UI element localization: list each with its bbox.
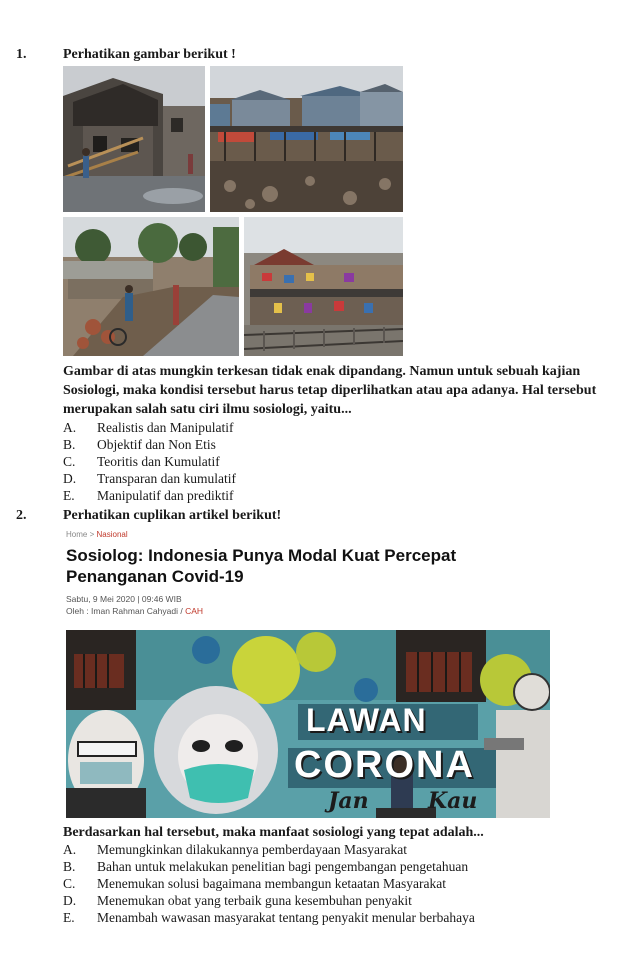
mural-text-corona: CORONA xyxy=(294,744,475,786)
option-e-text[interactable]: Menambah wawasan masyarakat tentang penyakit menular berbahaya xyxy=(97,910,475,925)
breadcrumb-section[interactable]: Nasional xyxy=(96,530,128,539)
option-e-letter: E. xyxy=(63,910,75,925)
stilt-houses-photo xyxy=(210,66,403,212)
option-b-text[interactable]: Bahan untuk melakukan penelitian bagi pengembangan pengetahuan xyxy=(97,859,469,874)
paragraph-line: Gambar di atas mungkin terkesan tidak enak dipandang. Namun untuk sebuah kajian xyxy=(63,364,581,379)
option-d-letter: D. xyxy=(63,471,77,486)
option-d-letter: D. xyxy=(63,893,77,908)
author-name: Oleh : Iman Rahman Cahyadi / xyxy=(66,606,183,616)
option-e-text[interactable]: Manipulatif dan prediktif xyxy=(97,488,234,503)
breadcrumb xyxy=(66,530,128,539)
option-c-letter: C. xyxy=(63,876,76,891)
option-b-letter: B. xyxy=(63,859,76,874)
option-c-text[interactable]: Menemukan solusi bagaimana membangun ketaatan Masyarakat xyxy=(97,876,447,891)
option-a-letter: A. xyxy=(63,420,77,435)
mural-text-kau: Kau xyxy=(428,788,478,814)
option-a-text[interactable]: Memungkinkan dilakukannya pemberdayaan Masyarakat xyxy=(97,842,408,857)
question-2-prompt: Perhatikan cuplikan artikel berikut! xyxy=(63,508,282,523)
option-a-letter: A. xyxy=(63,842,77,857)
breadcrumb-separator: > xyxy=(89,530,95,539)
option-b-letter: B. xyxy=(63,437,76,452)
option-d-text[interactable]: Menemukan obat yang terbaik guna kesembuhan penyakit xyxy=(97,893,412,908)
mural-text-lawan: LAWAN xyxy=(306,702,427,738)
article-title-line: Penanganan Covid-19 xyxy=(66,567,244,586)
option-c-letter: C. xyxy=(63,454,76,469)
option-a-text[interactable]: Realistis dan Manipulatif xyxy=(97,420,234,435)
lawan-corona-mural-photo xyxy=(66,630,550,818)
slum-houses-photo xyxy=(63,66,205,212)
question-1-paragraph xyxy=(63,362,623,419)
breadcrumb-home[interactable]: Home xyxy=(66,530,88,539)
mural-text-jan: Jan xyxy=(328,788,369,814)
question-2-question: Berdasarkan hal tersebut, maka manfaat sosiologi yang tepat adalah... xyxy=(63,825,484,840)
riverside-slum-photo xyxy=(63,217,239,356)
author-initials[interactable]: CAH xyxy=(185,606,204,616)
paragraph-line: Sosiologi, maka kondisi tersebut harus tetap diperlihatkan atau apa adanya. Hal tersebut xyxy=(63,383,597,398)
option-e-letter: E. xyxy=(63,488,75,503)
article-title-line: Sosiolog: Indonesia Punya Modal Kuat Percepat xyxy=(66,546,457,565)
question-1-number: 1. xyxy=(16,47,27,62)
railway-houses-photo xyxy=(244,217,403,356)
option-b-text[interactable]: Objektif dan Non Etis xyxy=(97,437,216,452)
article-author xyxy=(66,606,203,616)
article-date: Sabtu, 9 Mei 2020 | 09:46 WIB xyxy=(66,594,182,604)
question-1-prompt: Perhatikan gambar berikut ! xyxy=(63,47,236,62)
article-title xyxy=(66,545,586,587)
question-2-number: 2. xyxy=(16,508,27,523)
paragraph-line: merupakan salah satu ciri ilmu sosiologi, yaitu... xyxy=(63,402,352,417)
option-d-text[interactable]: Transparan dan kumulatif xyxy=(97,471,236,486)
option-c-text[interactable]: Teoritis dan Kumulatif xyxy=(97,454,220,469)
